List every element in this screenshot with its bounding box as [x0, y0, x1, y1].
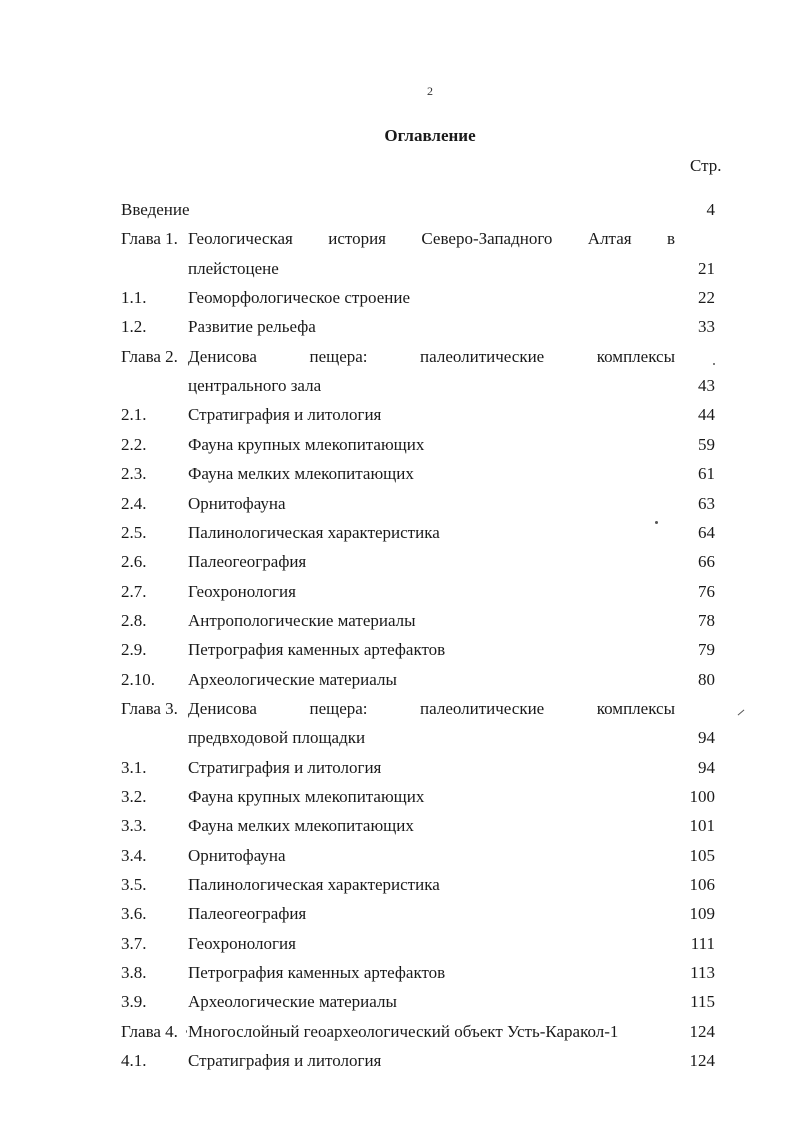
section-number: 3.6. [121, 904, 147, 923]
section-title: Стратиграфия и литология [188, 405, 382, 424]
page-ref: 22 [698, 288, 715, 307]
section-number: 3.4. [121, 846, 147, 865]
section-title: Фауна крупных млекопитающих [188, 435, 425, 454]
section-title: Геохронология [188, 934, 296, 953]
toc-row [121, 345, 715, 369]
page-ref: 113 [690, 963, 715, 982]
section-number: 3.3. [121, 816, 147, 835]
page-ref: 94 [698, 728, 715, 747]
page-ref: 105 [689, 846, 715, 865]
page-ref: 66 [698, 552, 715, 571]
page-ref: 80 [698, 670, 715, 689]
toc-row [121, 433, 715, 457]
section-title: Палинологическая характеристика [188, 523, 440, 542]
page-ref: 109 [689, 904, 715, 923]
section-number: 2.5. [121, 523, 147, 542]
section-title: Палеогеография [188, 552, 307, 571]
section-title: Геоморфологическое строение [188, 288, 410, 307]
page-ref: 111 [690, 934, 715, 953]
section-title: Развитие рельефа [188, 317, 316, 336]
page-ref: 44 [698, 405, 715, 424]
page-ref: 21 [698, 259, 715, 278]
section-title: Антропологические материалы [188, 611, 416, 630]
chapter-number: Глава 1. [121, 229, 178, 248]
section-title: Фауна крупных млекопитающих [188, 787, 425, 806]
section-title: Стратиграфия и литология [188, 1051, 382, 1070]
section-number: 2.6. [121, 552, 147, 571]
toc-row [121, 580, 715, 604]
page-ref: 100 [689, 787, 715, 806]
chapter-title-word: в [666, 229, 675, 248]
scan-speck [186, 1030, 187, 1033]
page-ref: 76 [698, 582, 715, 601]
chapter-title-word: Геологическая [188, 229, 293, 248]
page-ref: 101 [689, 816, 715, 835]
section-number: 3.2. [121, 787, 147, 806]
section-title: Орнитофауна [188, 846, 286, 865]
toc-row [121, 462, 715, 486]
page-ref: 79 [698, 640, 715, 659]
page-column-header: Стр. [690, 156, 722, 175]
chapter-title: Многослойный геоархеологический объект Усть-Каракол-1 [188, 1022, 619, 1041]
page-ref: 94 [698, 758, 715, 777]
section-title: Петрография каменных артефактов [188, 963, 446, 982]
chapter-title-word: комплексы [596, 699, 675, 718]
page-ref: 115 [690, 992, 715, 1011]
section-title: центрального зала [188, 376, 322, 395]
section-number: 2.1. [121, 405, 147, 424]
section-title: Палинологическая характеристика [188, 875, 440, 894]
page-ref: 63 [698, 494, 715, 513]
section-number: 4.1. [121, 1051, 147, 1070]
section-number: 2.8. [121, 611, 147, 630]
toc-row [121, 668, 715, 692]
section-number: 2.10. [121, 670, 155, 689]
section-title: Стратиграфия и литология [188, 758, 382, 777]
scan-speck [738, 710, 745, 716]
chapter-title [188, 697, 675, 721]
section-number: 1.1. [121, 288, 147, 307]
chapter-title-word: Денисова [188, 699, 257, 718]
page-ref: 124 [689, 1051, 715, 1070]
section-title: Фауна мелких млекопитающих [188, 464, 414, 483]
chapter-number: Глава 4. [121, 1022, 178, 1041]
section-title: Орнитофауна [188, 494, 286, 513]
toc-row [121, 726, 715, 750]
chapter-title-word: пещера: [309, 699, 368, 718]
page-ref: 124 [689, 1022, 715, 1041]
page-number: 2 [427, 84, 433, 98]
section-title: Фауна мелких млекопитающих [188, 816, 414, 835]
section-number: 3.1. [121, 758, 147, 777]
page-ref: 33 [698, 317, 715, 336]
toc-row [121, 697, 715, 721]
section-title: Петрография каменных артефактов [188, 640, 446, 659]
section-title: Палеогеография [188, 904, 307, 923]
section-title: плейстоцене [188, 259, 279, 278]
page-ref: 4 [706, 200, 715, 219]
toc-row [121, 814, 715, 838]
page-ref: 106 [689, 875, 715, 894]
toc-row [121, 198, 715, 222]
section-title: Введение [121, 200, 190, 219]
toc-row [121, 521, 715, 545]
section-title: Археологические материалы [188, 992, 397, 1011]
chapter-title-word: палеолитические [420, 699, 545, 718]
page-ref: 59 [698, 435, 715, 454]
toc-row [121, 902, 715, 926]
chapter-title-word: комплексы [596, 347, 675, 366]
toc-row [121, 257, 715, 281]
toc-row [121, 374, 715, 398]
chapter-title-word: Денисова [188, 347, 257, 366]
section-number: 3.5. [121, 875, 147, 894]
section-number: 1.2. [121, 317, 147, 336]
chapter-title-word: палеолитические [420, 347, 545, 366]
toc-row [121, 990, 715, 1014]
section-title: предвходовой площадки [188, 728, 366, 747]
toc-row [121, 961, 715, 985]
toc-row [121, 315, 715, 339]
toc-row [121, 638, 715, 662]
section-number: 2.2. [121, 435, 147, 454]
toc-row [121, 286, 715, 310]
toc-row [121, 1020, 715, 1044]
page-ref: 43 [698, 376, 715, 395]
scan-speck [655, 521, 658, 524]
toc-row [121, 1049, 715, 1073]
toc-row [121, 756, 715, 780]
toc-row [121, 492, 715, 516]
toc-row [121, 609, 715, 633]
toc-row [121, 932, 715, 956]
section-number: 2.3. [121, 464, 147, 483]
page-title: Оглавление [384, 126, 476, 145]
section-number: 3.9. [121, 992, 147, 1011]
toc-row [121, 785, 715, 809]
scan-speck [713, 363, 715, 365]
section-number: 3.7. [121, 934, 147, 953]
section-number: 2.9. [121, 640, 147, 659]
chapter-title-word: Северо-Западного [421, 229, 553, 248]
chapter-title-word: пещера: [309, 347, 368, 366]
toc-row [121, 227, 715, 251]
section-number: 3.8. [121, 963, 147, 982]
chapter-number: Глава 2. [121, 347, 178, 366]
section-title: Геохронология [188, 582, 296, 601]
page-ref: 78 [698, 611, 715, 630]
chapter-title-word: история [328, 229, 386, 248]
chapter-title [188, 345, 675, 369]
chapter-title [188, 227, 675, 251]
toc-row [121, 844, 715, 868]
page-ref: 64 [698, 523, 715, 542]
toc-row [121, 873, 715, 897]
section-number: 2.7. [121, 582, 147, 601]
chapter-number: Глава 3. [121, 699, 178, 718]
toc-row [121, 550, 715, 574]
section-title: Археологические материалы [188, 670, 397, 689]
toc-row [121, 403, 715, 427]
section-number: 2.4. [121, 494, 147, 513]
page-ref: 61 [698, 464, 715, 483]
chapter-title-word: Алтая [587, 229, 632, 248]
